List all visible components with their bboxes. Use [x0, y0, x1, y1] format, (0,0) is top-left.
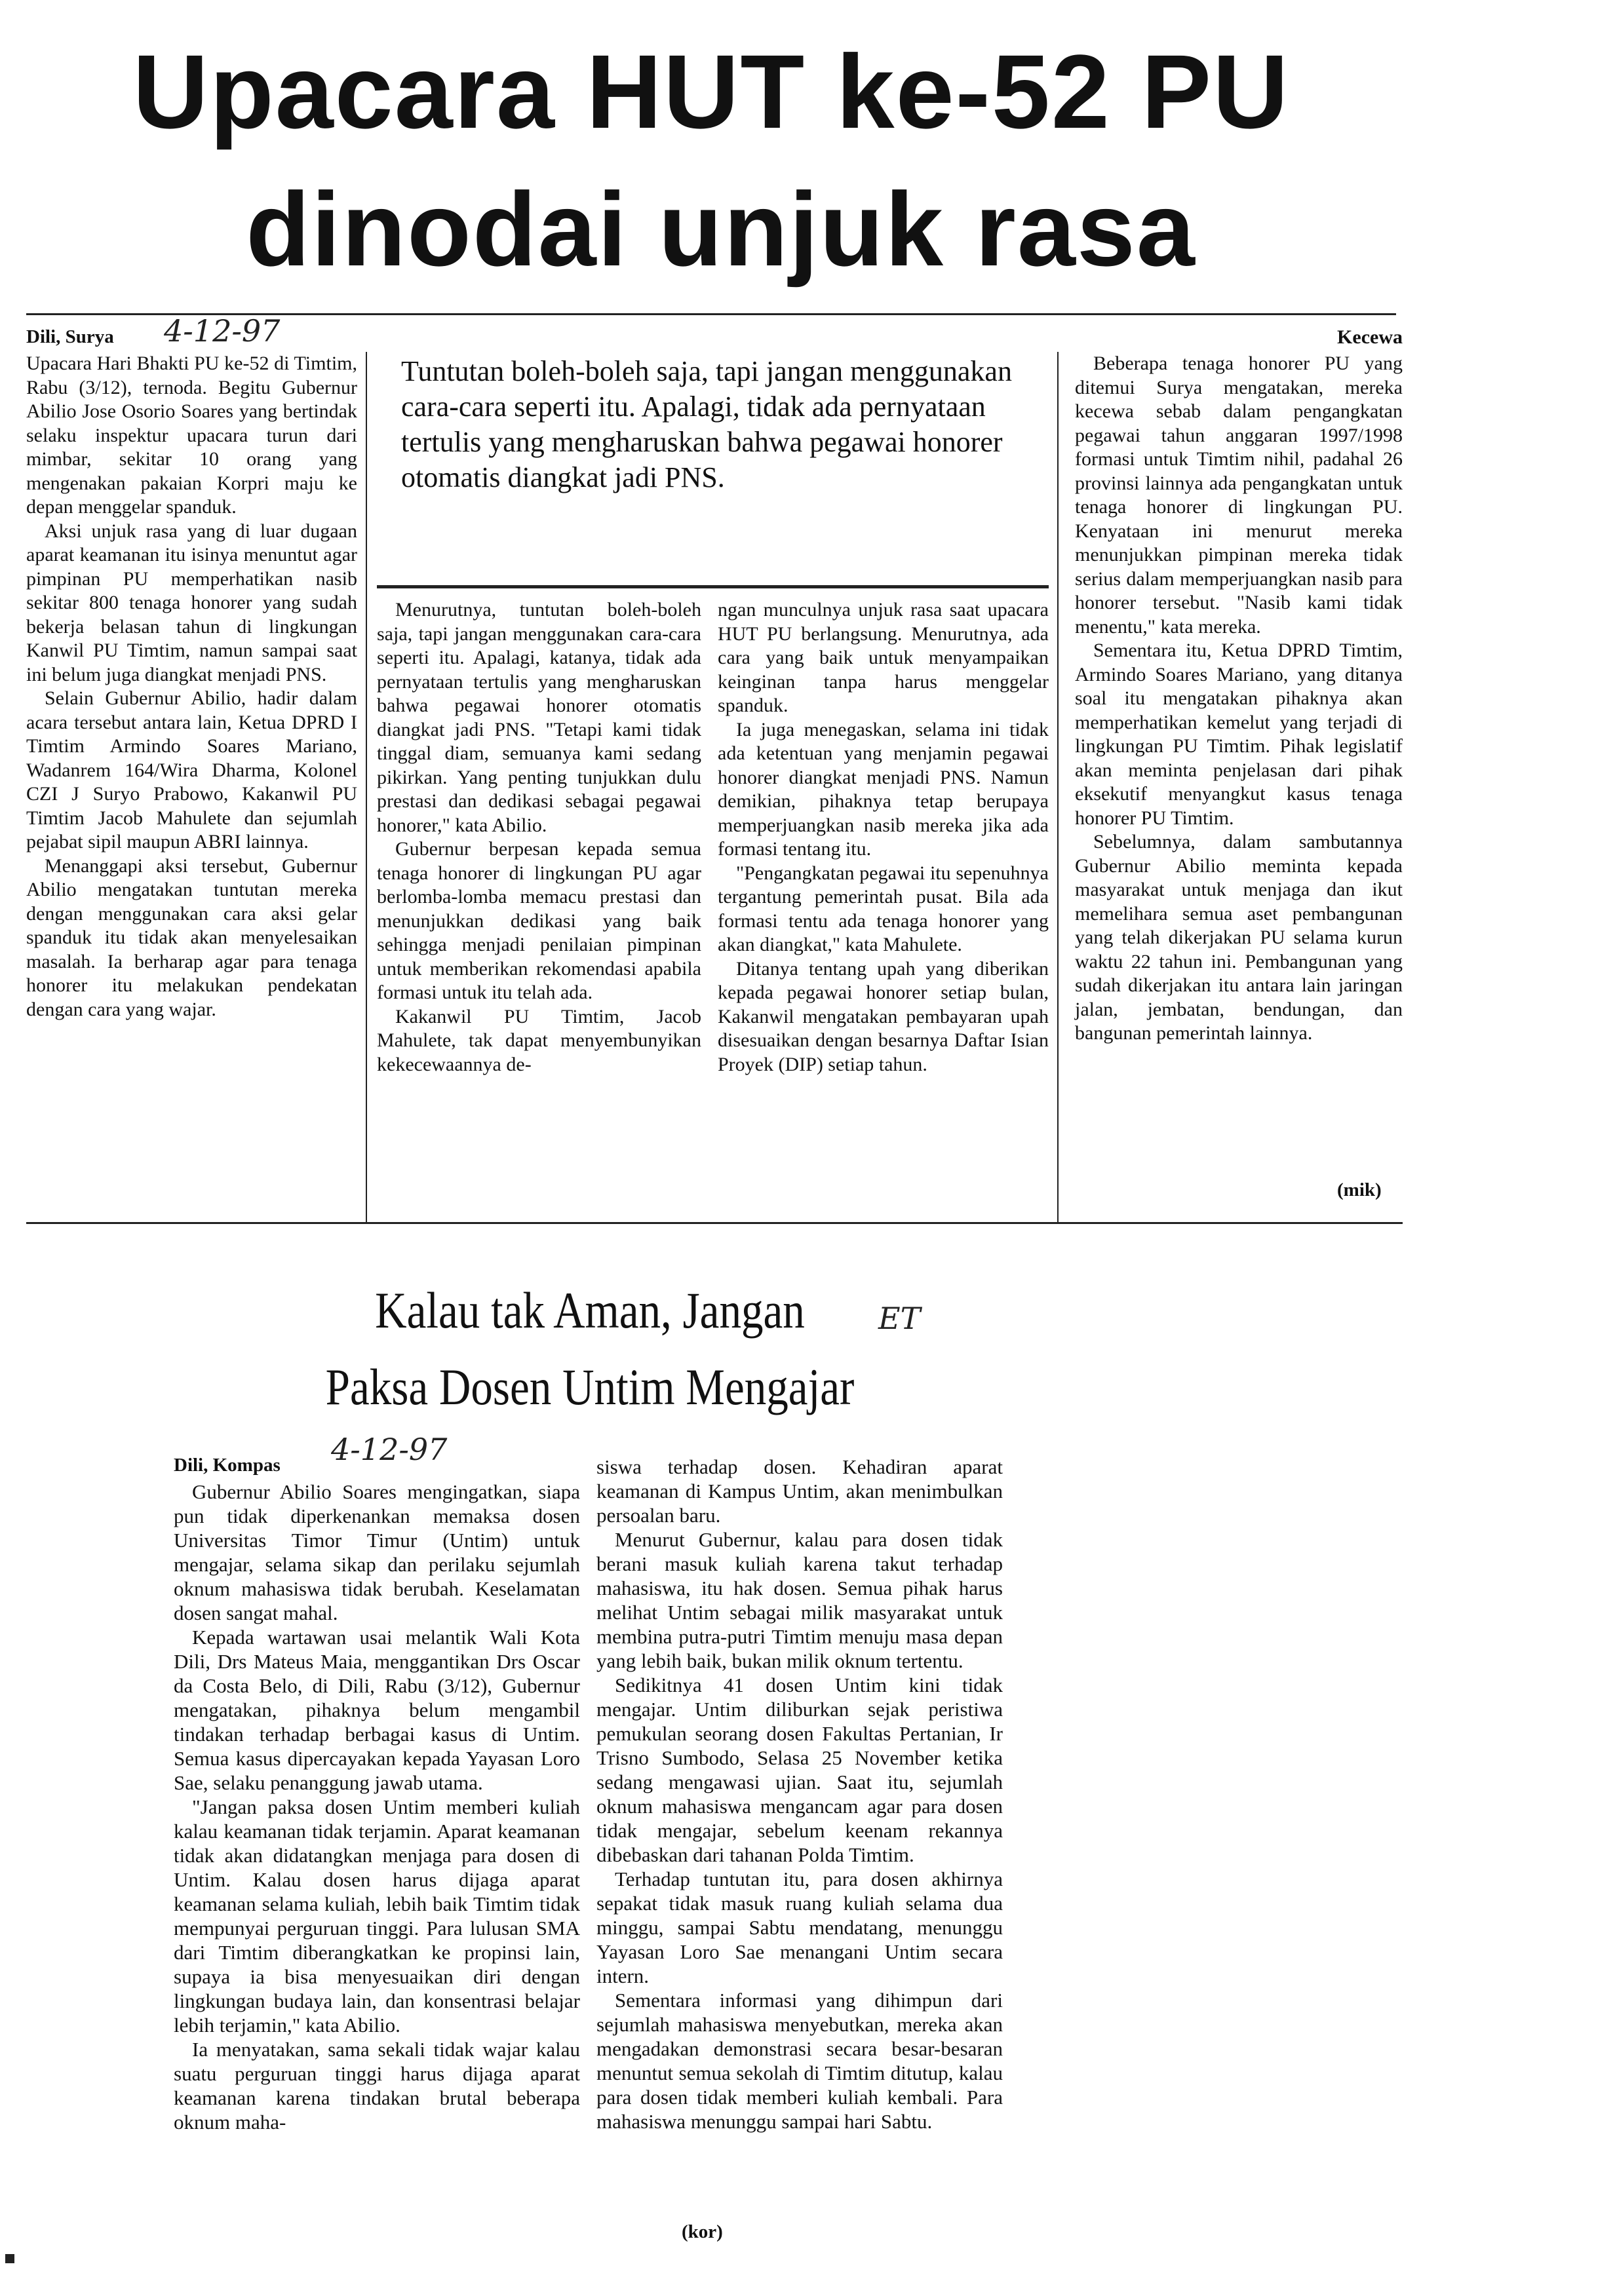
paragraph: Menurutnya, tuntutan boleh-boleh saja, tapi jangan menggunakan cara-cara seperti itu. Apalagi, katanya, tidak ada pernyataan tertulis yang mengharuskan bahwa pegawai honorer otomatis diangkat jadi PNS. "Tetapi kami tidak tinggal diam, semuanya kami sedang pikirkan. Yang penting tunjukkan dulu prestasi dan dedikasi sebagai pegawai honorer," kata Abilio.	[377, 599, 701, 836]
paragraph: Sebelumnya, dalam sambutannya Gubernur Abilio meminta kepada masyarakat untuk menjaga dan ikut memelihara semua aset pembangunan yang telah dikerjakan PU selama kurun waktu 22 tahun ini. Pembangunan yang sudah dikerjakan itu antara lain jaringan jalan, jembatan, bendungan, dan bangunan pemerintah lainnya.	[1075, 831, 1403, 1044]
pull-quote-rule	[377, 585, 1049, 588]
paragraph: Ia menyatakan, sama sekali tidak wajar kalau suatu perguruan tinggi harus dijaga aparat keamanan karena tindakan brutal beberapa oknum maha-	[174, 2038, 580, 2133]
dateline-surya: Dili, Surya	[26, 326, 114, 347]
article1-column4	[1075, 352, 1403, 1046]
paragraph: Upacara Hari Bhakti PU ke-52 di Timtim, Rabu (3/12), ternoda. Begitu Gubernur Abilio Jose Osorio Soares yang bertindak selaku inspektur upacara turun dari mimbar, sekitar 10 orang yang mengenakan pakaian Korpri maju ke depan menggelar spanduk.	[26, 353, 357, 518]
handwritten-tag: ET	[878, 1301, 921, 1336]
paragraph: Aksi unjuk rasa yang di luar dugaan aparat keamanan itu isinya menuntut agar pimpinan PU memperhatikan nasib sekitar 800 tenaga honorer yang sudah bekerja belasan tahun di lingkungan Kanwil PU Timtim, namun sampai saat ini belum juga diangkat menjadi PNS.	[26, 520, 357, 685]
paragraph: Beberapa tenaga honorer PU yang ditemui Surya mengatakan, mereka kecewa sebab dalam pengangkatan pegawai tahun anggaran 1997/1998 formasi untuk Timtim nihil, padahal 26 provinsi lainnya ada pengangkatan untuk tenaga honorer di lingkungan PU. Kenyataan ini menurut mereka menunjukkan pimpinan mereka tidak serius dalam memperjuangkan nasib para honorer tersebut. "Nasib kami tidak menentu," kata mereka.	[1075, 353, 1403, 638]
article2-column2	[596, 1455, 1003, 2133]
article2-title-line1: Kalau tak Aman, Jangan	[375, 1282, 805, 1339]
paragraph: "Jangan paksa dosen Untim memberi kuliah kalau keamanan tidak terjamin. Aparat keamanan tidak akan didatangkan menjaga para dosen di Untim. Kalau dosen harus dijaga aparat keamanan selama kuliah, lebih baik Timtim tidak mempunyai perguruan tinggi. Para lulusan SMA dari Timtim diberangkatkan ke propinsi lain, supaya ia bisa menyesuaikan diri dengan lingkungan budaya lain, dan konsentrasi belajar lebih terjamin," kata Abilio.	[174, 1795, 580, 2037]
paragraph: Terhadap tuntutan itu, para dosen akhirnya sepakat tidak masuk ruang kuliah selama dua minggu, sampai Sabtu mendatang, menunggu Yayasan Loro Sae menangani Untim secara intern.	[596, 1867, 1003, 1987]
article1-column2	[377, 598, 701, 1077]
page-edge-mark	[5, 2254, 14, 2263]
headline-line2: dinodai unjuk rasa	[246, 170, 1196, 288]
headline-line1: Upacara HUT ke-52 PU	[132, 33, 1290, 150]
column-divider	[366, 352, 367, 1223]
paragraph: Menanggapi aksi tersebut, Gubernur Abilio mengatakan tuntutan mereka dengan menggunakan cara aksi gelar spanduk itu tidak akan menyelesaikan masalah. Ia berharap agar para tenaga honorer itu melakukan pendekatan dengan cara yang wajar.	[26, 854, 357, 1020]
column-divider	[1057, 352, 1059, 1223]
article1-column3	[718, 598, 1049, 1077]
paragraph: Gubernur Abilio Soares mengingatkan, siapa pun tidak diperkenankan memaksa dosen Universitas Timor Timur (Untim) untuk mengajar, selama sikap dan perilaku sejumlah oknum mahasiswa tidak berubah. Keselamatan dosen sangat mahal.	[174, 1480, 580, 1624]
kicker-kecewa: Kecewa	[1337, 326, 1403, 348]
dateline-kompas: Dili, Kompas	[174, 1455, 281, 1476]
article2-column1	[174, 1480, 580, 2134]
pull-quote: Tuntutan boleh-boleh saja, tapi jangan menggunakan cara-cara seperti itu. Apalagi, tidak ada pernyataan tertulis yang mengharuskan bahwa pegawai honorer otomatis diangkat jadi PNS.	[401, 355, 1012, 493]
paragraph: Kakanwil PU Timtim, Jacob Mahulete, tak dapat menyembunyikan kekecewaannya de-	[377, 1005, 701, 1075]
paragraph: Sementara informasi yang dihimpun dari sejumlah mahasiswa menyebutkan, mereka akan mengadakan demonstrasi secara besar-besaran menuntut semua sekolah di Timtim ditutup, kalau para dosen tidak memberi kuliah kembali. Para mahasiswa menunggu sampai hari Sabtu.	[596, 1989, 1003, 2133]
paragraph: Ditanya tentang upah yang diberikan kepada pegawai honorer setiap bulan, Kakanwil mengatakan pembayaran upah disesuaikan dengan besarnya Daftar Isian Proyek (DIP) setiap tahun.	[718, 957, 1049, 1075]
paragraph: "Pengangkatan pegawai itu sepenuhnya tergantung pemerintah pusat. Bila ada formasi tentu ada tenaga honorer yang akan diangkat," kata Mahulete.	[718, 862, 1049, 955]
paragraph: Menurut Gubernur, kalau para dosen tidak berani masuk kuliah karena takut terhadap mahasiswa, itu hak dosen. Semua pihak harus melihat Untim sebagai milik masyarakat untuk membina putra-putri Timtim menuju masa depan yang lebih baik, bukan milik oknum tertentu.	[596, 1528, 1003, 1672]
paragraph: Sedikitnya 41 dosen Untim kini tidak mengajar. Untim diliburkan sejak peristiwa pemukulan seorang dosen Fakultas Pertanian, Ir Trisno Sumbodo, Selasa 25 November ketika sedang mengawasi ujian. Saat itu, sejumlah oknum mahasiswa mengancam agar para dosen tidak mengajar, sebelum keenam rekannya dibebaskan dari tahanan Polda Timtim.	[596, 1674, 1003, 1866]
article2-title-line2: Paksa Dosen Untim Mengajar	[325, 1358, 855, 1415]
paragraph: Kepada wartawan usai melantik Wali Kota Dili, Drs Mateus Maia, menggantikan Drs Oscar da Costa Belo, di Dili, Rabu (3/12), Gubernur mengatakan, pihaknya belum mengambil tindakan terhadap berbagai kasus di Untim. Semua kasus dipercayakan kepada Yayasan Loro Sae, selaku penanggung jawab utama.	[174, 1626, 580, 1794]
signoff-mik: (mik)	[1337, 1179, 1382, 1200]
paragraph: Sementara itu, Ketua DPRD Timtim, Armindo Soares Mariano, yang ditanya soal itu mengatakan pihaknya akan memperhatikan kemelut yang terjadi di lingkungan PU Timtim. Pihak legislatif akan meminta penjelasan dari pihak eksekutif menyangkut kasus tenaga honorer PU Timtim.	[1075, 640, 1403, 829]
handwritten-date-1: 4-12-97	[164, 313, 281, 349]
signoff-kor: (kor)	[682, 2221, 723, 2242]
paragraph: siswa terhadap dosen. Kehadiran aparat keamanan di Kampus Untim, akan menimbulkan persoalan baru.	[596, 1455, 1003, 1527]
paragraph: Gubernur berpesan kepada semua tenaga honorer di lingkungan PU agar berlomba-lomba memacu prestasi dan menunjukkan dedikasi yang baik sehingga menjadi penilaian pimpinan untuk memberikan rekomendasi apabila formasi untuk itu telah ada.	[377, 838, 701, 1003]
paragraph: Selain Gubernur Abilio, hadir dalam acara tersebut antara lain, Ketua DPRD I Timtim Armindo Soares Mariano, Wadanrem 164/Wira Dharma, Kolonel CZI J Suryo Prabowo, Kakanwil PU Timtim Jacob Mahulete dan sejumlah pejabat sipil maupun ABRI lainnya.	[26, 687, 357, 852]
article1-column1	[26, 352, 357, 1022]
article1-bottom-rule	[26, 1222, 1403, 1224]
handwritten-date-2: 4-12-97	[331, 1432, 448, 1467]
paragraph: Ia juga menegaskan, selama ini tidak ada ketentuan yang menjamin pegawai honorer diangkat menjadi PNS. Namun demikian, pihaknya tetap berupaya memperjuangkan nasib mereka jika ada formasi tentang itu.	[718, 718, 1049, 860]
paragraph: ngan munculnya unjuk rasa saat upacara HUT PU berlangsung. Menurutnya, ada cara yang baik untuk menyampaikan keinginan tanpa harus menggelar spanduk.	[718, 599, 1049, 716]
